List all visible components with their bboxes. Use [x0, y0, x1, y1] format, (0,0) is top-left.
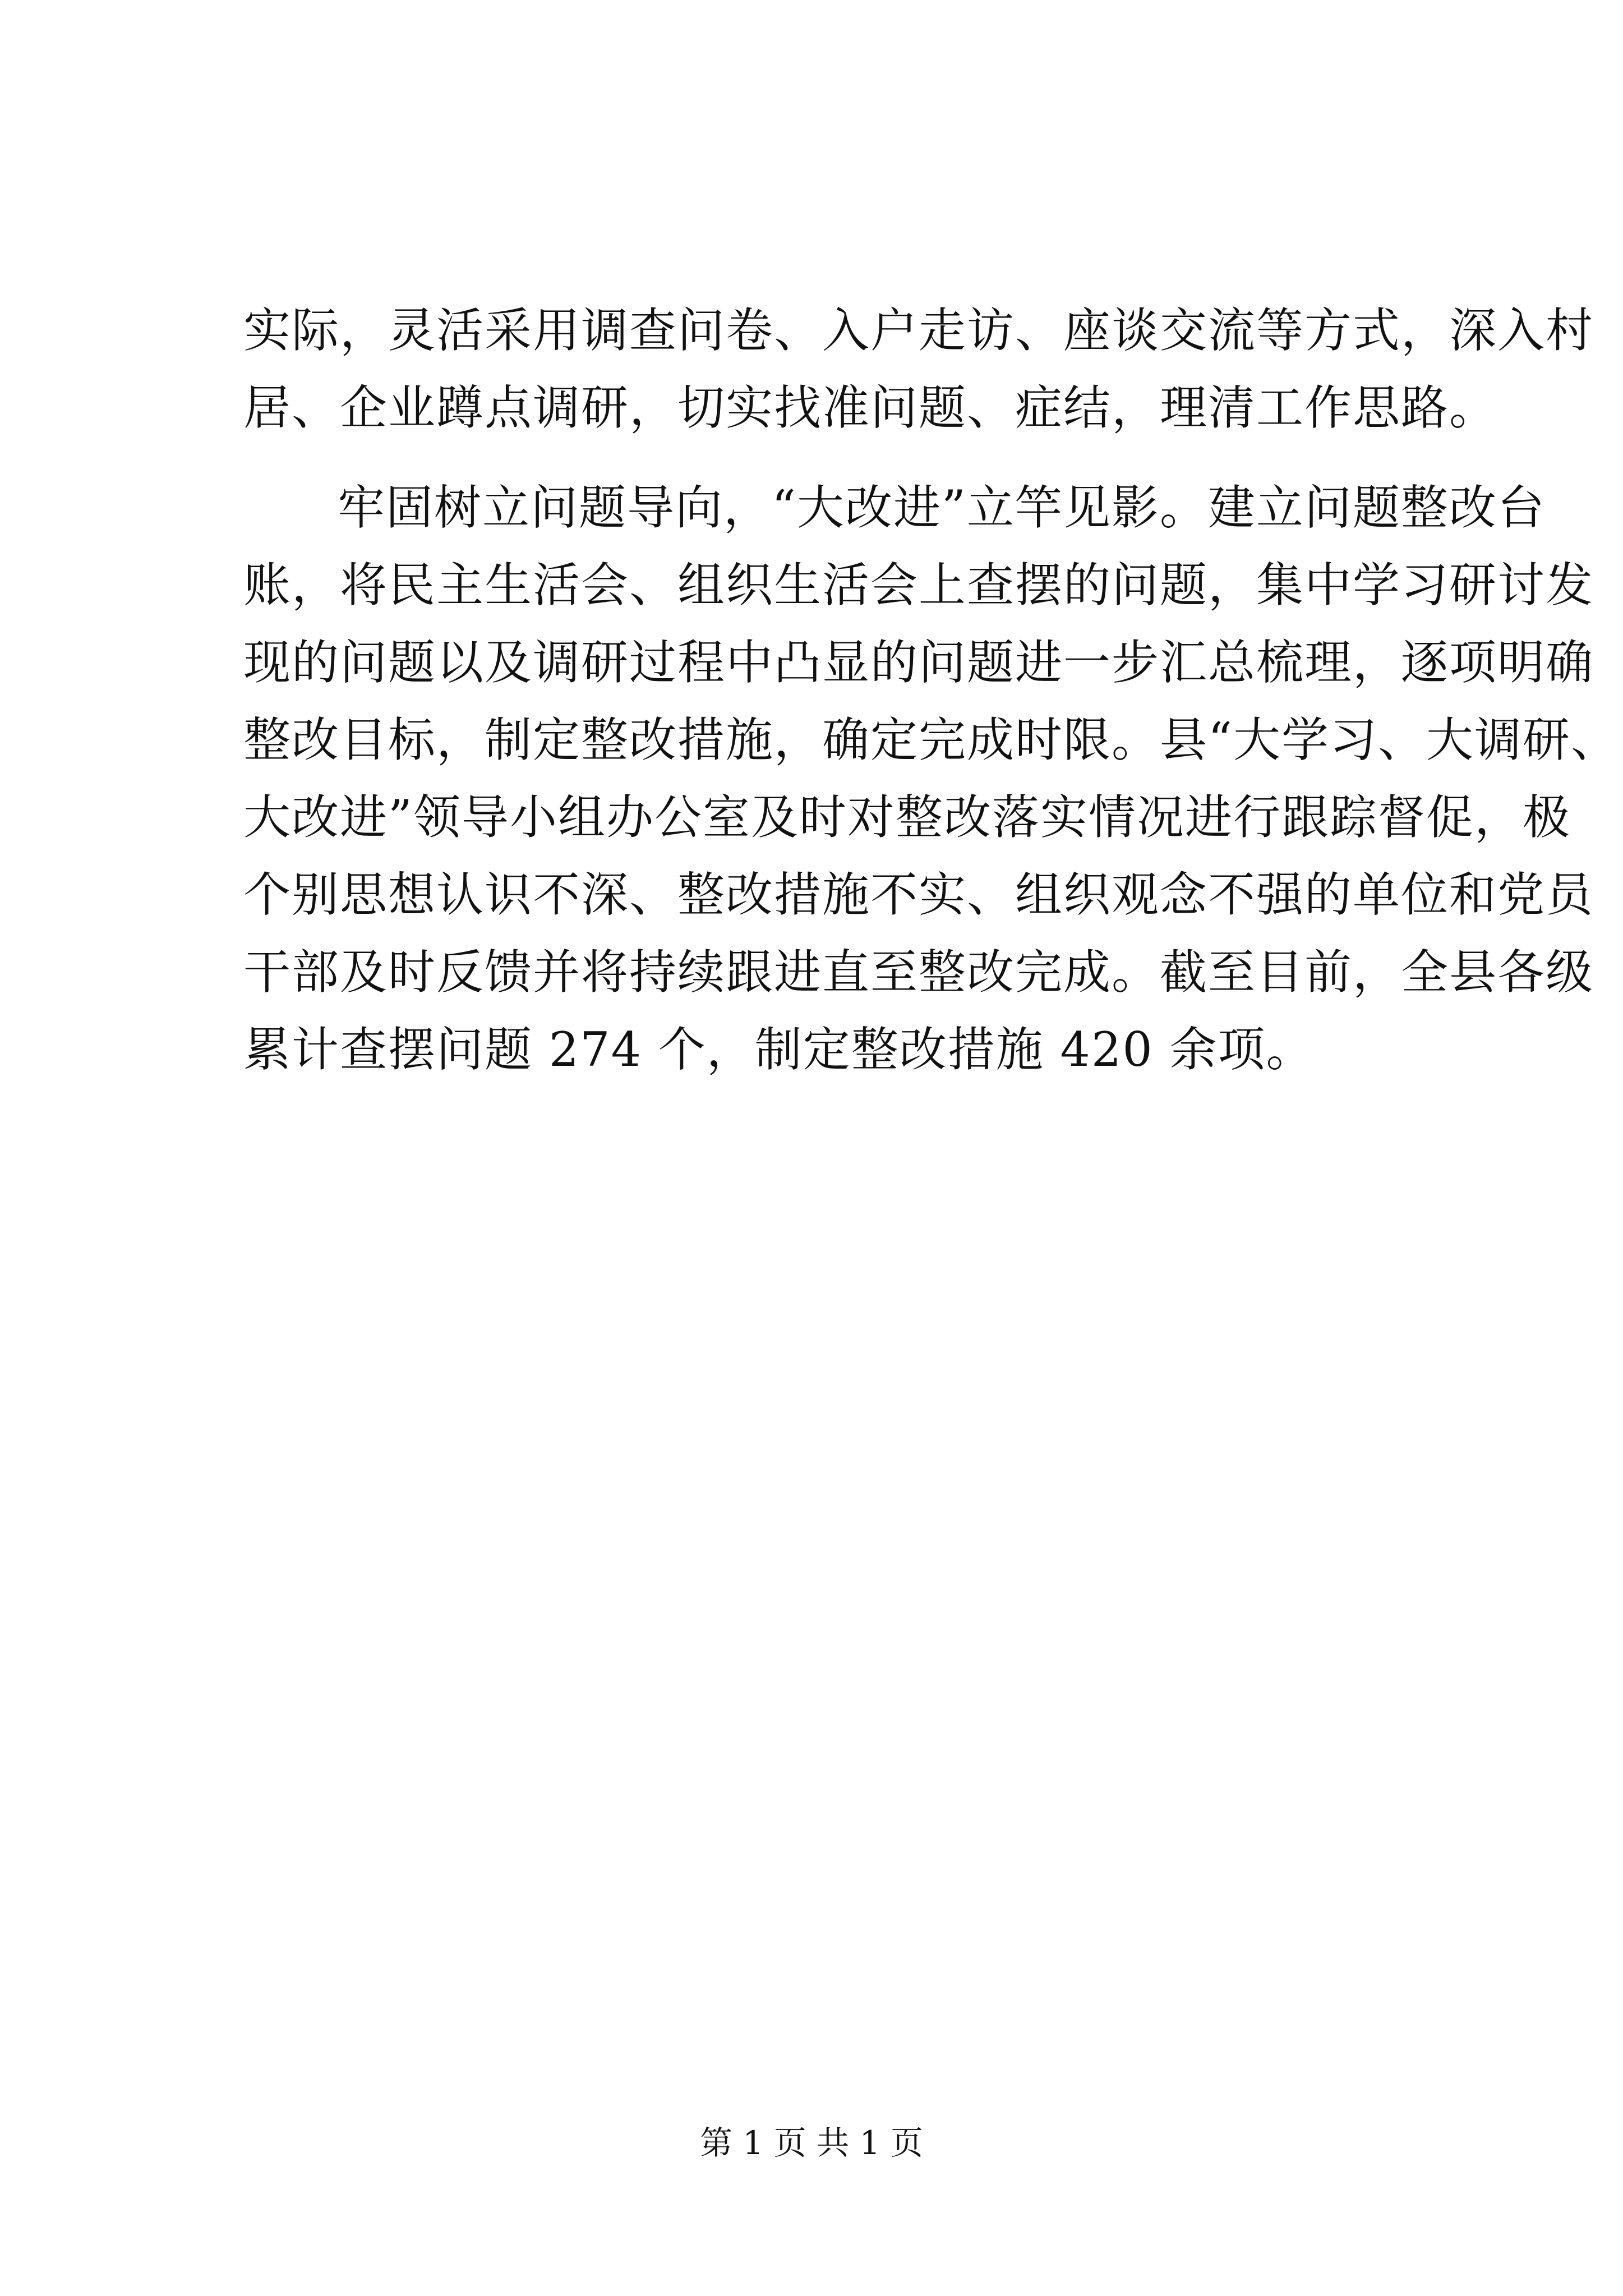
- text-line: 干部及时反馈并将持续跟进直至整改完成。截至目前，全县各级: [243, 945, 1594, 1000]
- text-line: 整改目标，制定整改措施，确定完成时限。县“大学习、大调研、: [243, 712, 1619, 767]
- text-line: 个别思想认识不深、整改措施不实、组织观念不强的单位和党员: [243, 867, 1594, 922]
- text-line: 大改进”领导小组办公室及时对整改落实情况进行跟踪督促，极: [243, 790, 1571, 845]
- text-line: 账，将民主生活会、组织生活会上查摆的问题，集中学习研讨发: [243, 558, 1594, 613]
- paragraph-spacer: [243, 447, 1410, 469]
- body-text: [243, 292, 1619, 1088]
- text-line: 居、企业蹲点调研，切实找准问题、症结，理清工作思路。: [243, 380, 1498, 435]
- page-footer: 第 1 页 共 1 页: [700, 2124, 923, 2162]
- text-line: 实际，灵活采用调查问卷、入户走访、座谈交流等方式，深入村: [243, 303, 1594, 358]
- text-line: 现的问题以及调研过程中凸显的问题进一步汇总梳理，逐项明确: [243, 635, 1594, 690]
- text-line: 牢固树立问题导向，“大改进”立竿见影。建立问题整改台: [338, 480, 1546, 535]
- text-line: 累计查摆问题 274 个，制定整改措施 420 余项。: [243, 1022, 1315, 1077]
